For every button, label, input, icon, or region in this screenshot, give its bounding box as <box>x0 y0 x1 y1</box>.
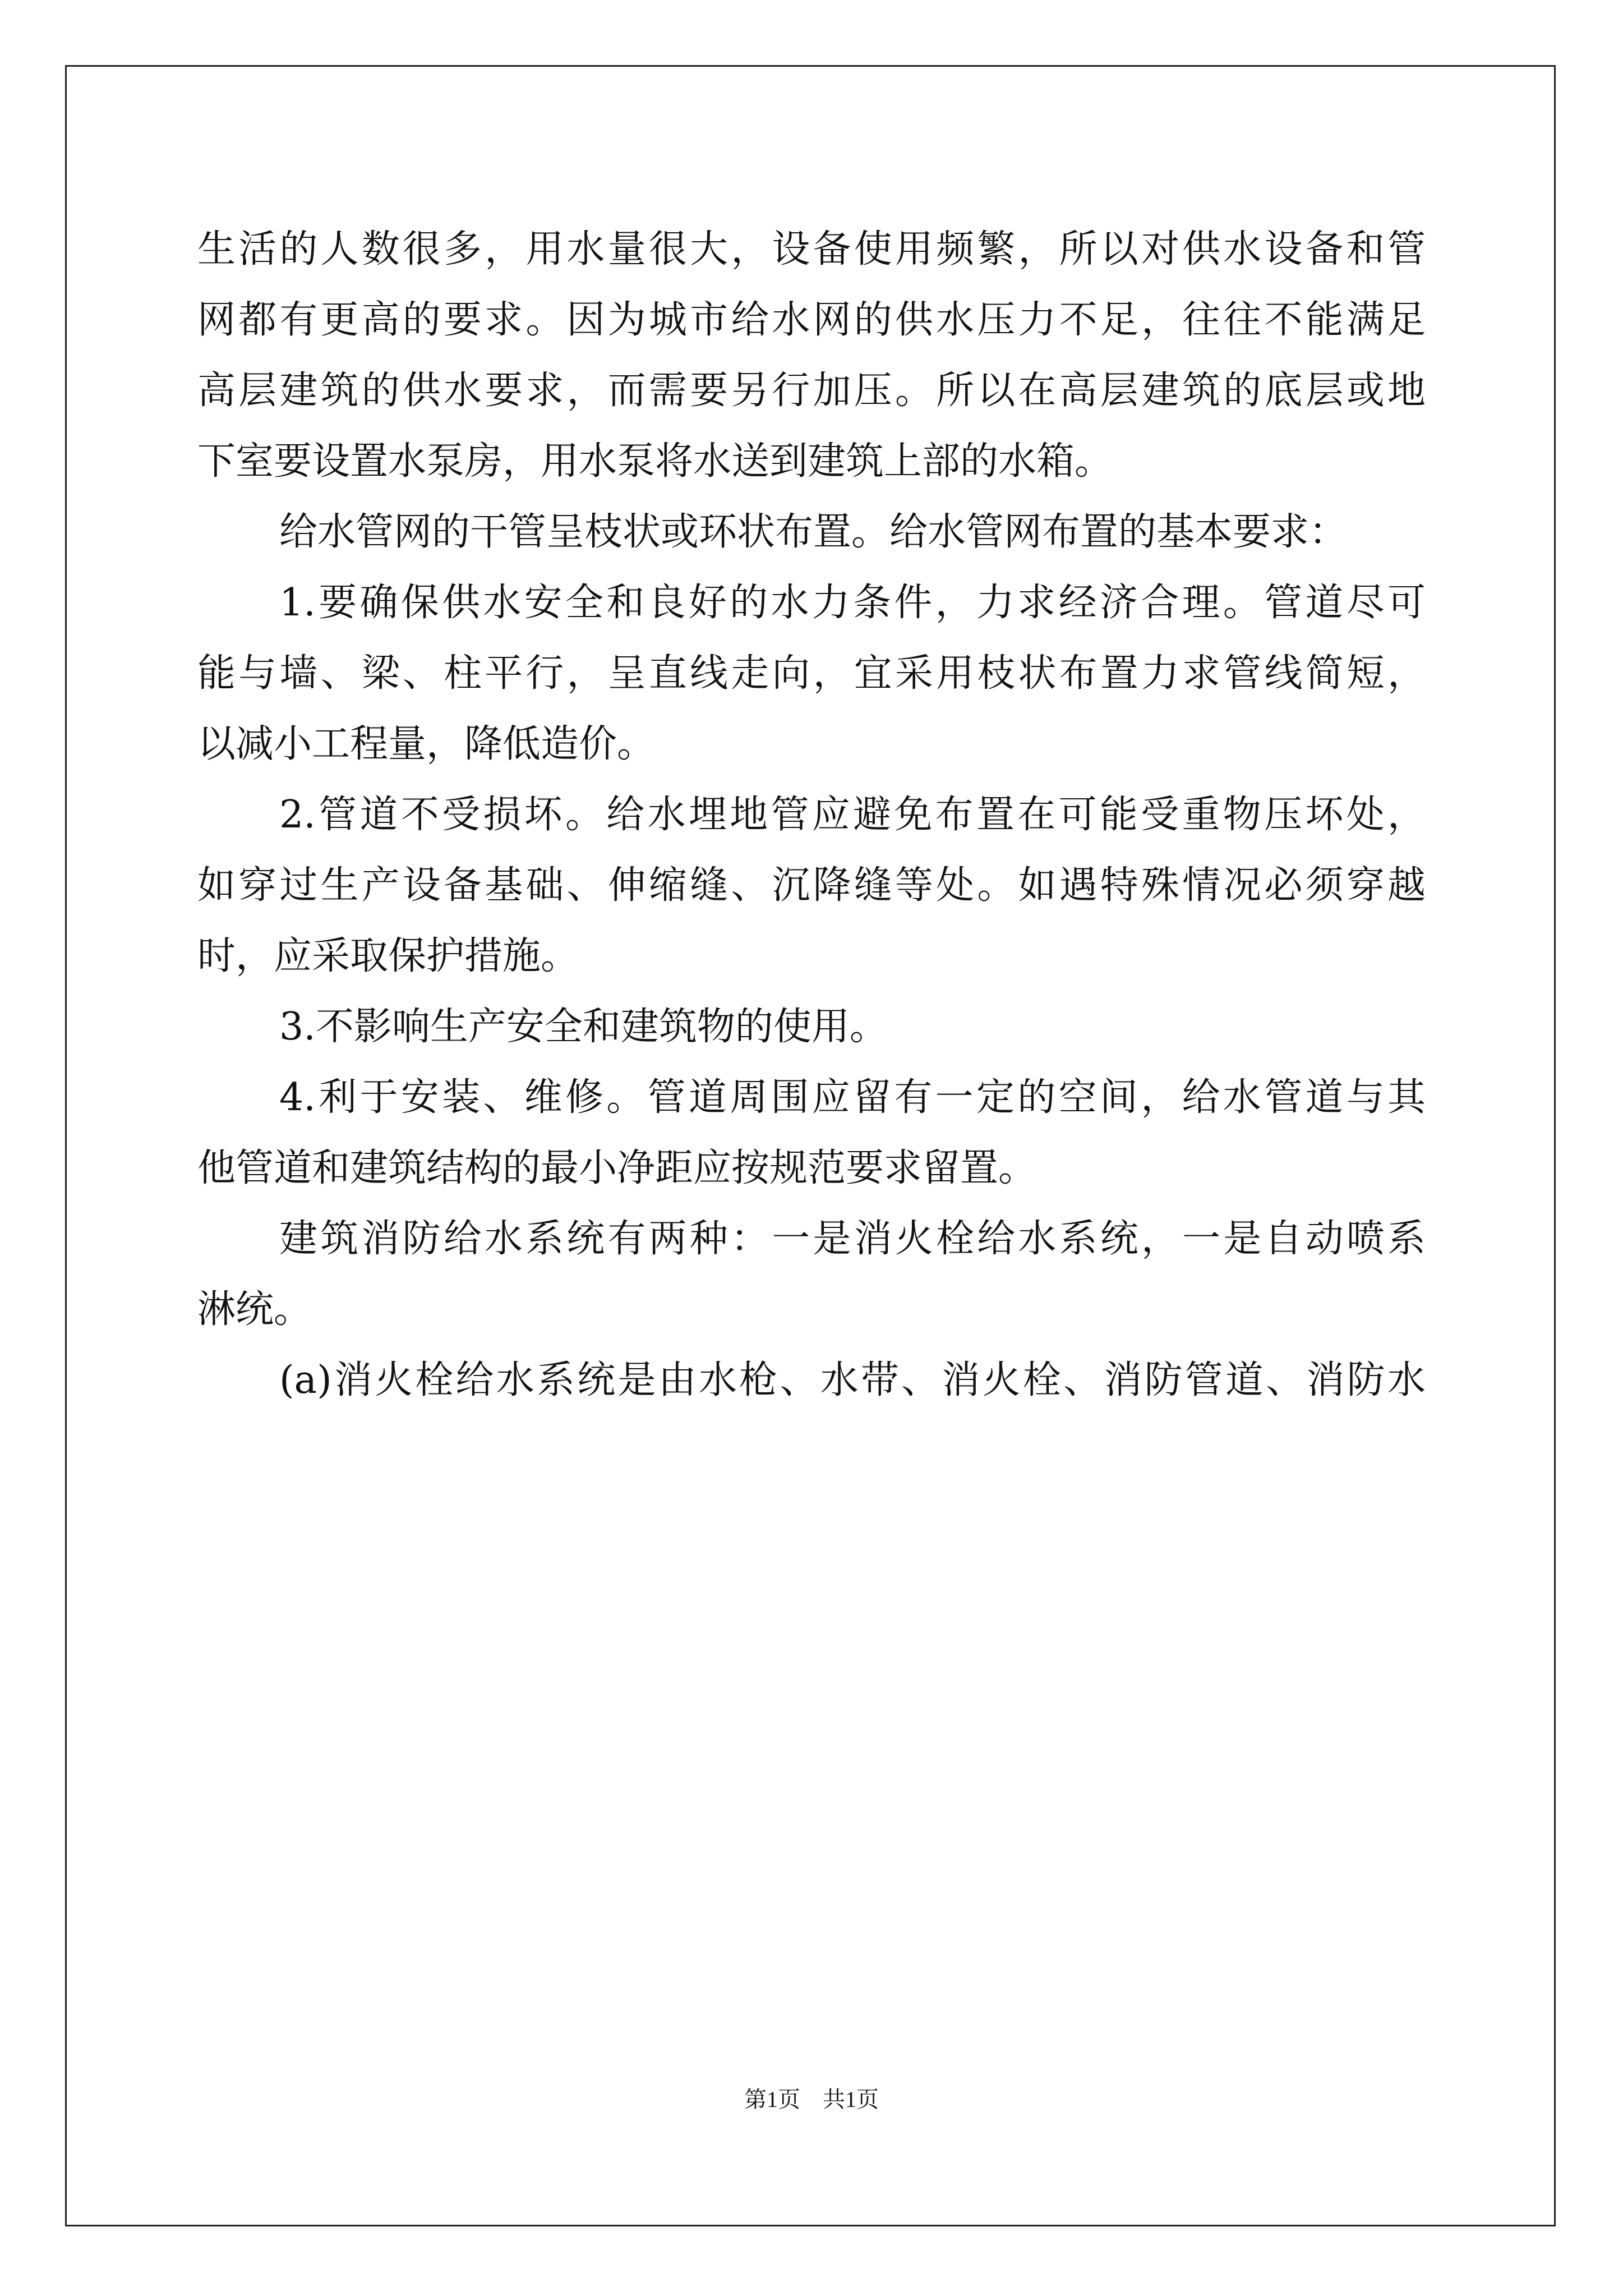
text-line: 下室要设置水泵房，用水泵将水送到建筑上部的水箱。 <box>197 439 1113 484</box>
text-line: 建筑消防给水系统有两种：一是消火栓给水系统，一是自动喷系 <box>279 1217 1426 1261</box>
text-line: 生活的人数很多，用水量很大，设备使用频繁，所以对供水设备和管 <box>197 227 1426 272</box>
text-line: 网都有更高的要求。因为城市给水网的供水压力不足，往往不能满足 <box>197 298 1426 342</box>
text-line: (a)消火栓给水系统是由水枪、水带、消火栓、消防管道、消防水 <box>279 1358 1426 1402</box>
text-line: 他管道和建筑结构的最小净距应按规范要求留置。 <box>197 1146 1037 1190</box>
text-line: 3.不影响生产安全和建筑物的使用。 <box>279 1005 888 1049</box>
text-line: 能与墙、梁、柱平行，呈直线走向，宜采用枝状布置力求管线简短， <box>197 651 1426 696</box>
text-line: 4.利于安装、维修。管道周围应留有一定的空间，给水管道与其 <box>279 1075 1426 1120</box>
text-line: 2.管道不受损坏。给水埋地管应避免布置在可能受重物压坏处， <box>279 793 1426 837</box>
text-line: 淋统。 <box>197 1287 312 1332</box>
text-line: 以减小工程量，降低造价。 <box>197 722 656 766</box>
text-line: 时，应采取保护措施。 <box>197 934 579 978</box>
text-line: 如穿过生产设备基础、伸缩缝、沉降缝等处。如遇特殊情况必须穿越 <box>197 863 1426 908</box>
text-line: 1.要确保供水安全和良好的水力条件，力求经济合理。管道尽可 <box>279 581 1426 625</box>
page-footer: 第1页 共1页 <box>744 2087 879 2112</box>
text-line: 高层建筑的供水要求，而需要另行加压。所以在高层建筑的底层或地 <box>197 369 1426 413</box>
text-line: 给水管网的干管呈枝状或环状布置。给水管网布置的基本要求： <box>279 510 1348 554</box>
